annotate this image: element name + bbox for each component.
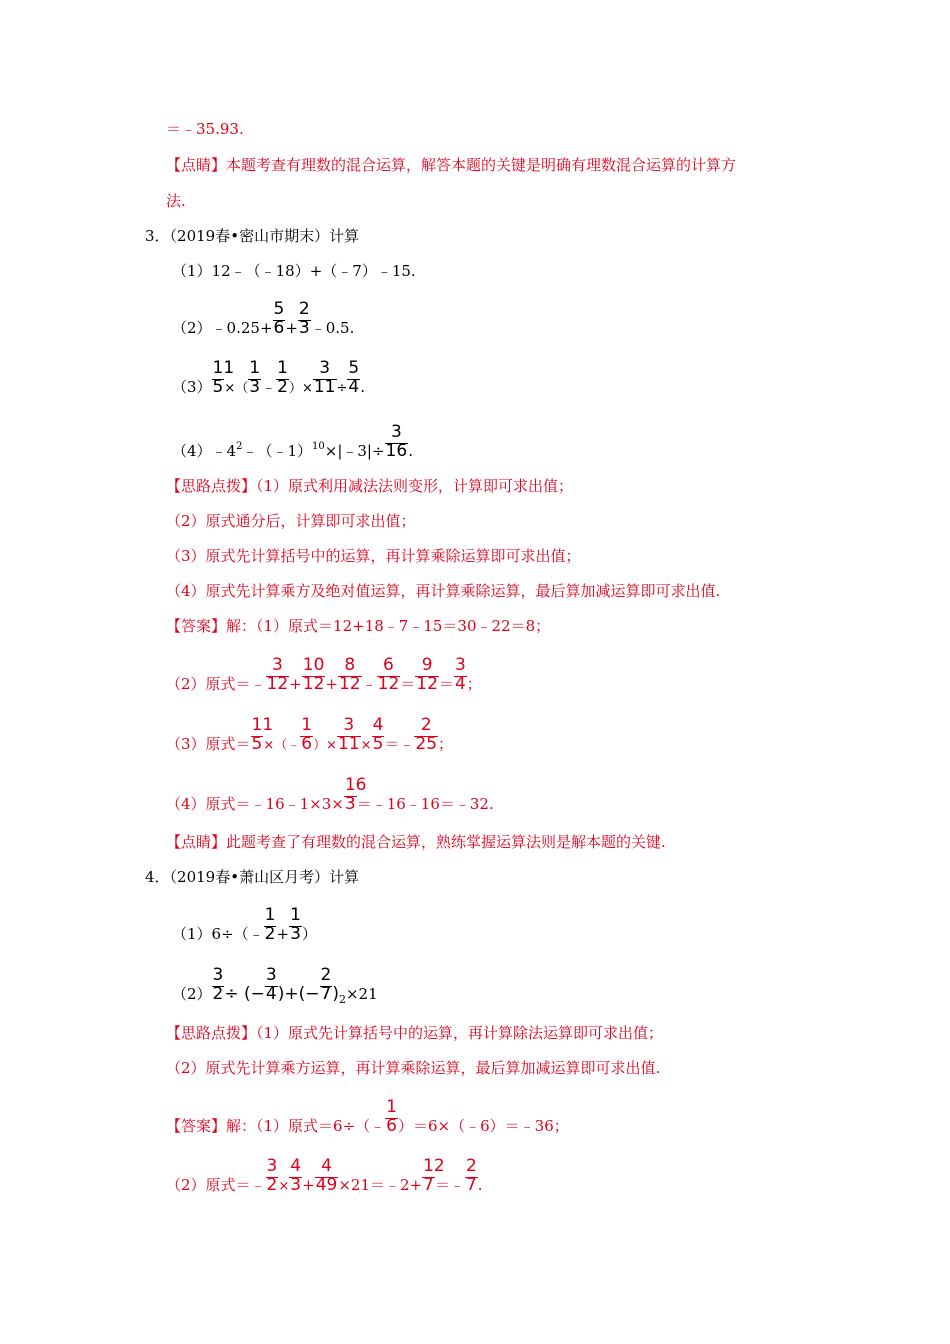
fraction-denominator: 16 bbox=[385, 441, 408, 461]
fraction-numerator: 11 bbox=[251, 715, 274, 735]
fraction-denominator: 6 bbox=[386, 1116, 397, 1136]
fraction bbox=[248, 358, 261, 397]
fraction bbox=[298, 299, 311, 338]
fraction-numerator: 3 bbox=[266, 1156, 278, 1176]
fraction-numerator: 3 bbox=[212, 965, 224, 985]
fraction-numerator: 3 bbox=[266, 656, 290, 677]
q3-part4: $(4)﹣4^2﹣(﹣1)^{10}\times|﹣3|\div$ $\frac{3}{16}$. bbox=[172, 422, 413, 461]
q4-part1: （1）6÷（﹣ $\frac{1}{2}+$ $\frac{1}{3}$） bbox=[172, 905, 317, 944]
fraction bbox=[264, 905, 277, 944]
fraction-denominator: 25 bbox=[415, 734, 438, 754]
fraction-numerator: 4 bbox=[290, 1156, 302, 1176]
q3-part2: （2）﹣0.25+ $\frac{5}{6}+$ $\frac{2}{3}﹣0.5$. bbox=[172, 299, 355, 338]
fraction-denominator: 5 bbox=[251, 734, 263, 754]
fraction bbox=[385, 1097, 398, 1136]
fraction-denominator: 49 bbox=[315, 1175, 338, 1195]
fraction bbox=[302, 655, 326, 694]
q3-answer-2: （2）原式＝﹣ $\frac{3}{12}+$ $\frac{10}{12}+$ $\frac{8}{12}﹣$ $\frac{6}{12}=$ $\frac{9}{12}=$ $\frac{3}{4}$； bbox=[166, 655, 482, 694]
fraction-numerator: 8 bbox=[338, 656, 362, 677]
q3-hint-1: 【思路点拨】（1）原式利用减法法则变形，计算即可求出值； bbox=[166, 477, 574, 495]
fraction bbox=[415, 655, 439, 694]
q3-header: 3．（2019春•密山市期末）计算 bbox=[145, 227, 360, 245]
fraction-denominator: 4 bbox=[265, 984, 277, 1004]
fraction-numerator: 1 bbox=[301, 715, 313, 735]
q4-answer-2: （2）原式＝﹣ $\frac{3}{2}\times$ $\frac{4}{3}+$ $\frac{4}{49}\times 21=﹣2+$ $\frac{12}{7}=﹣$ $\frac{2}{7}$. bbox=[166, 1156, 483, 1195]
fraction-denominator: 3 bbox=[290, 1175, 302, 1195]
fraction-numerator: 1 bbox=[264, 905, 276, 925]
fraction bbox=[454, 655, 467, 694]
fraction-numerator: 3 bbox=[313, 359, 337, 380]
fraction-numerator: 2 bbox=[414, 716, 438, 737]
fraction-numerator: 9 bbox=[415, 656, 439, 677]
q3-answer-4: （4）原式＝﹣16﹣1×3× $\frac{16}{3}=﹣16﹣16=﹣32$. bbox=[166, 775, 494, 814]
fraction-denominator: 5 bbox=[212, 377, 224, 397]
fraction-numerator: 5 bbox=[273, 299, 285, 319]
fraction-denominator: 7 bbox=[423, 1175, 434, 1195]
fraction bbox=[422, 1156, 445, 1195]
fraction-numerator: 3 bbox=[454, 655, 466, 675]
fraction bbox=[289, 905, 302, 944]
fraction bbox=[414, 715, 438, 754]
fraction bbox=[337, 715, 361, 754]
fraction bbox=[251, 715, 274, 754]
q4-header: 4．（2019春•萧山区月考）计算 bbox=[145, 868, 360, 886]
fraction-numerator: 3 bbox=[337, 716, 361, 737]
fraction-numerator: 2 bbox=[298, 299, 310, 319]
fraction-denominator: 12 bbox=[302, 674, 325, 694]
q2-result: ＝﹣35.93. bbox=[166, 120, 244, 138]
q3-part1: （1）12﹣（﹣18）+（﹣7）﹣15. bbox=[172, 262, 416, 280]
fraction-denominator: 4 bbox=[454, 674, 466, 694]
q4-part2: （2） $\frac{3}{2}\div$ (− $\frac{3}{4})+(-$ $\frac{2}{7})_2\times 21$ bbox=[172, 965, 378, 1006]
fraction-numerator: 12 bbox=[423, 1156, 445, 1176]
fraction-numerator: 2 bbox=[320, 965, 332, 985]
fraction bbox=[347, 358, 360, 397]
q3-hint-3: （3）原式先计算括号中的运算，再计算乘除运算即可求出值； bbox=[166, 547, 581, 565]
q4-answer-1: 【答案】解：（1）原式＝6÷（﹣ $\frac{1}{6})=6\times(﹣6)=﹣36$； bbox=[166, 1097, 569, 1136]
fraction bbox=[276, 358, 289, 397]
fraction-numerator: 1 bbox=[386, 1097, 397, 1117]
fraction bbox=[266, 655, 290, 694]
fraction-denominator: 3 bbox=[249, 377, 261, 397]
fraction-denominator: 12 bbox=[266, 674, 289, 694]
fraction-denominator: 2 bbox=[212, 984, 224, 1004]
fraction-numerator: 1 bbox=[290, 905, 301, 925]
fraction-denominator: 2 bbox=[277, 377, 288, 397]
fraction bbox=[265, 965, 278, 1004]
fraction-denominator: 12 bbox=[416, 674, 438, 694]
fraction-denominator: 3 bbox=[290, 924, 301, 944]
fraction bbox=[338, 655, 362, 694]
fraction-denominator: 3 bbox=[298, 318, 310, 338]
fraction bbox=[385, 422, 409, 461]
fraction-numerator: 4 bbox=[315, 1157, 339, 1178]
fraction bbox=[315, 1156, 339, 1195]
fraction-denominator: 12 bbox=[377, 674, 400, 694]
fraction-numerator: 5 bbox=[348, 358, 360, 378]
q4-hint-1: 【思路点拨】（1）原式先计算括号中的运算，再计算除法运算即可求出值； bbox=[166, 1024, 664, 1042]
q3-answer-3: （3）原式＝ $\frac{11}{5}\times(﹣$ $\frac{1}{6})\times$ $\frac{3}{11}\times$ $\frac{4}{5}=﹣$ $\frac{2}{25}$； bbox=[166, 715, 454, 754]
fraction-numerator: 3 bbox=[265, 965, 277, 985]
fraction bbox=[465, 1156, 478, 1195]
fraction-denominator: 7 bbox=[320, 984, 332, 1004]
fraction-numerator: 11 bbox=[212, 358, 235, 378]
q3-answer-1: 【答案】解：（1）原式＝12+18﹣7﹣15＝30﹣22＝8； bbox=[166, 617, 551, 635]
fraction-denominator: 2 bbox=[266, 1175, 278, 1195]
fraction-numerator: 1 bbox=[249, 358, 261, 378]
fraction-denominator: 11 bbox=[338, 734, 360, 754]
q4-hint-2: （2）原式先计算乘方运算，再计算乘除运算，最后算加减运算即可求出值. bbox=[166, 1059, 661, 1077]
fraction-numerator: 16 bbox=[344, 775, 367, 795]
fraction-denominator: 6 bbox=[273, 318, 285, 338]
q3-part3: （3） $\frac{11}{5}\times$（ $\frac{1}{3}﹣$ $\frac{1}{2})\times$ $\frac{3}{11}\div$ $\frac{5}{4}$. bbox=[172, 358, 366, 397]
fraction bbox=[212, 358, 235, 397]
fraction bbox=[266, 1156, 279, 1195]
q3-hint-2: （2）原式通分后，计算即可求出值； bbox=[166, 512, 416, 530]
q3-comment: 【点睛】此题考查了有理数的混合运算，熟练掌握运算法则是解本题的关键. bbox=[166, 833, 666, 851]
fraction bbox=[377, 655, 401, 694]
fraction-denominator: 3 bbox=[344, 794, 356, 814]
fraction-numerator: 2 bbox=[465, 1156, 477, 1176]
fraction-numerator: 6 bbox=[377, 656, 401, 677]
q3-hint-4: （4）原式先计算乘方及绝对值运算，再计算乘除运算，最后算加减运算即可求出值. bbox=[166, 582, 721, 600]
fraction bbox=[289, 1156, 302, 1195]
fraction bbox=[320, 965, 333, 1004]
fraction-denominator: 7 bbox=[465, 1175, 477, 1195]
fraction-denominator: 2 bbox=[264, 924, 276, 944]
fraction-numerator: 1 bbox=[277, 358, 288, 378]
fraction bbox=[273, 299, 286, 338]
fraction bbox=[344, 775, 367, 814]
fraction-denominator: 12 bbox=[338, 674, 361, 694]
fraction bbox=[372, 715, 385, 754]
fraction-denominator: 4 bbox=[348, 377, 360, 397]
fraction-denominator: 5 bbox=[372, 734, 384, 754]
fraction-denominator: 11 bbox=[313, 377, 336, 397]
fraction bbox=[212, 965, 225, 1004]
fraction-numerator: 10 bbox=[302, 655, 325, 675]
q2-comment-line1: 【点睛】本题考查有理数的混合运算，解答本题的关键是明确有理数混合运算的计算方 bbox=[166, 156, 737, 174]
fraction bbox=[313, 358, 337, 397]
fraction bbox=[300, 715, 313, 754]
fraction-numerator: 3 bbox=[385, 423, 409, 444]
q2-comment-line2: 法. bbox=[166, 192, 186, 210]
fraction-numerator: 4 bbox=[372, 715, 384, 735]
fraction-denominator: 6 bbox=[301, 734, 313, 754]
